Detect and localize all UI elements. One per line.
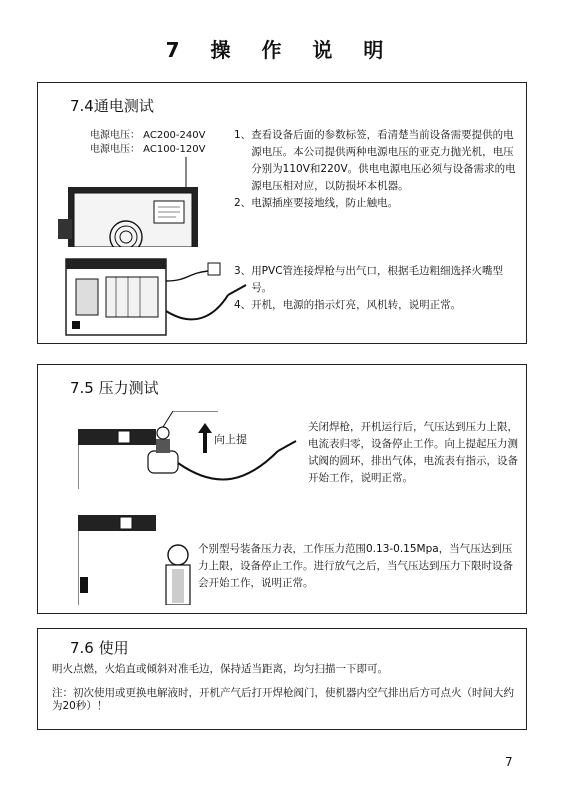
arrow-label: 向上提 (214, 433, 247, 446)
voltage-label-220: 电源电压： AC200-240V (90, 130, 206, 141)
section-title: 7.5 压力测试 (70, 379, 159, 397)
section-pressure-test (37, 364, 527, 614)
page-number: 7 (505, 755, 513, 769)
machine-hose-illustration (58, 251, 248, 337)
list-item: 2、 电源插座要接地线，防止触电。 (234, 197, 399, 209)
usage-note: 注：初次使用或更换电解液时，开机产气后打开焊枪阀门，使机器内空气排出后方可点火（时间大约为20秒）！ (52, 687, 514, 712)
arrow-up-icon (198, 423, 212, 453)
list-item: 3、 用PVC管连接焊枪与出气口，根据毛边粗细选择火嘴型号。 (234, 265, 504, 294)
pressure-gauge-illustration (78, 515, 198, 605)
page-title: 7 操 作 说 明 (165, 38, 396, 62)
usage-paragraph: 明火点燃，火焰直或倾斜对准毛边，保持适当距离，均匀扫描一下即可。 (52, 663, 388, 675)
section-power-test (37, 82, 527, 344)
pressure-paragraph-1: 关闭焊枪，开机运行后，气压达到压力上限，电流表归零，设备停止工作。向上提起压力测试阀的圆环，排出气体，电流表有指示，设备开始工作，说明正常。 (308, 421, 518, 484)
machine-back-illustration (58, 157, 208, 247)
pressure-valve-illustration (78, 411, 298, 491)
section-title: 7.4通电测试 (70, 97, 154, 115)
list-item: 1、 查看设备后面的参数标签，看清楚当前设备需要提供的电源电压。本公司提供两种电源电压的亚克力抛光机，电压分别为110V和220V。供电电源电压必须与设备需求的电源电压相对应，以防损坏本机器。 (234, 129, 516, 192)
section-usage (37, 628, 527, 730)
voltage-label-110: 电源电压： AC100-120V (90, 144, 206, 155)
pressure-paragraph-2: 个别型号装备压力表，工作压力范围0.13-0.15Mpa，当气压达到压力上限，设备停止工作。进行放气之后，当气压达到压力下限时设备会开始工作，说明正常。 (198, 543, 513, 589)
section-title: 7.6 使用 (70, 639, 129, 657)
list-item: 4、 开机，电源的指示灯亮，风机转，说明正常。 (234, 299, 462, 311)
